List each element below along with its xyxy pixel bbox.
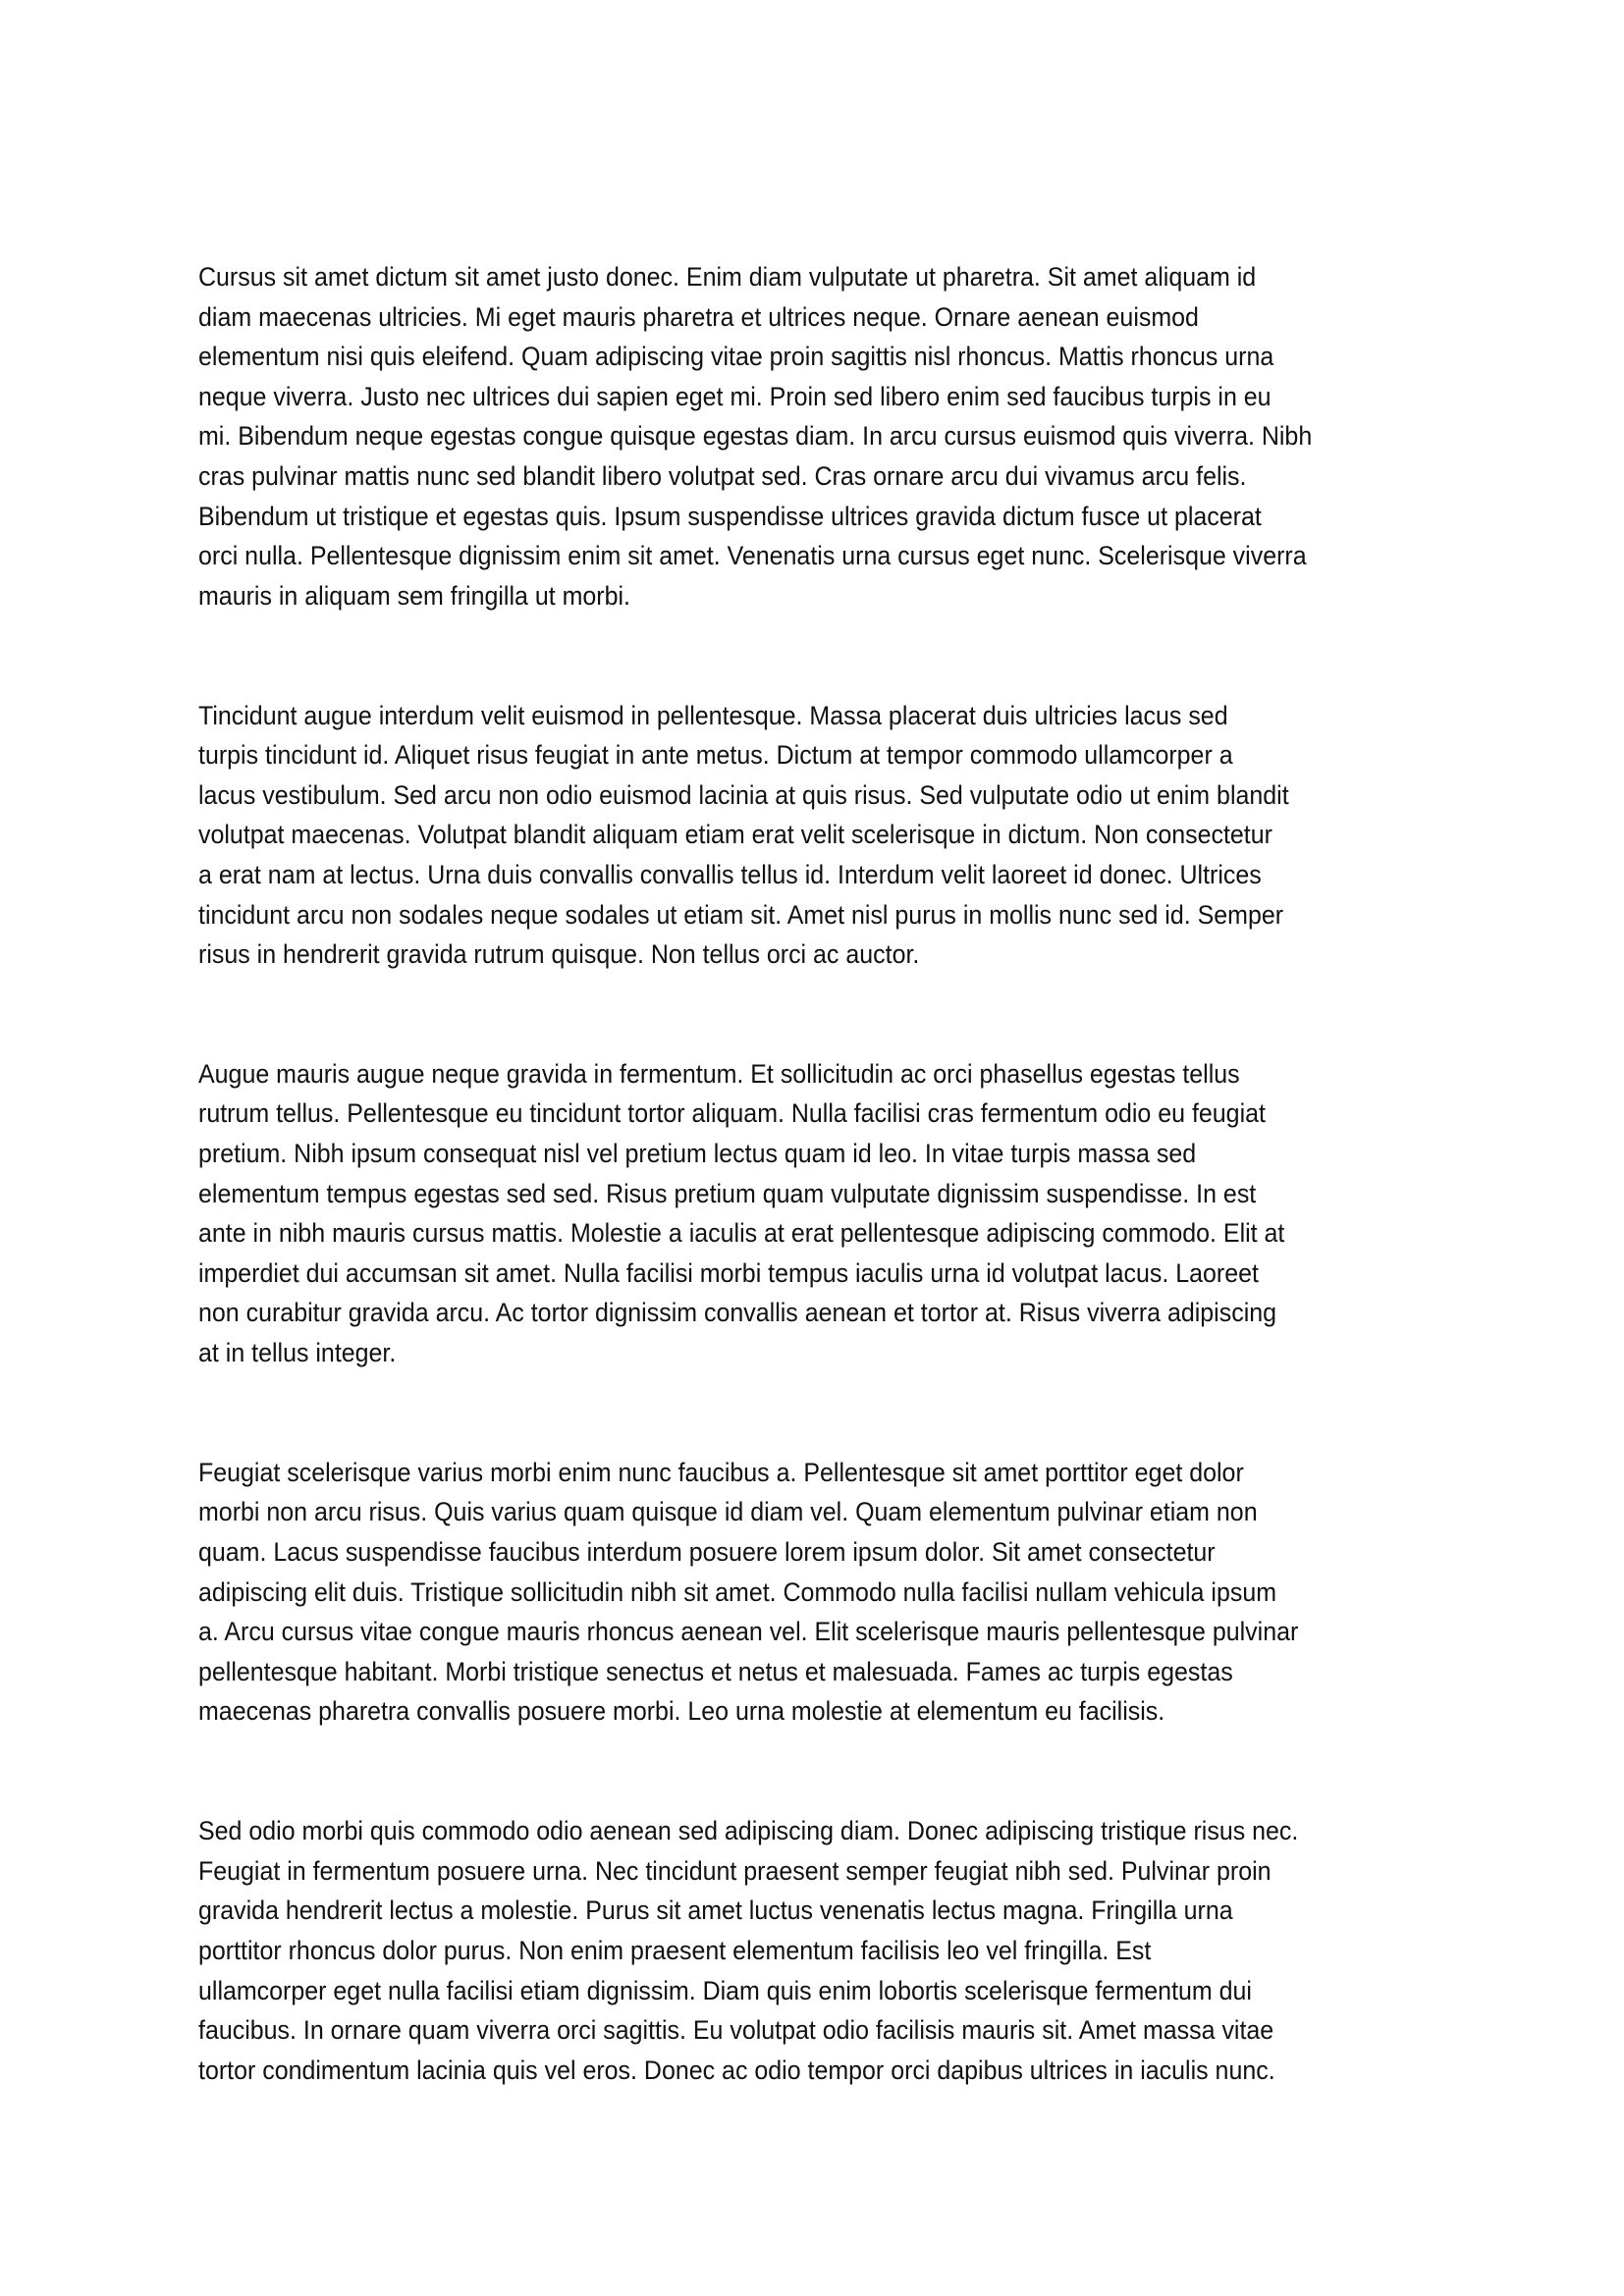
text-line: elementum nisi quis eleifend. Quam adipiscing vitae proin sagittis nisl rhoncus. Mattis rhoncus urna bbox=[198, 342, 1274, 372]
text-line: cras pulvinar mattis nunc sed blandit libero volutpat sed. Cras ornare arcu dui vivamus arcu felis. bbox=[198, 460, 1247, 491]
paragraph-1 bbox=[198, 257, 1445, 615]
paragraph-3 bbox=[198, 1054, 1445, 1373]
paragraph-2 bbox=[198, 696, 1445, 975]
text-line: a erat nam at lectus. Urna duis convallis convallis tellus id. Interdum velit laoreet id donec. Ultrices bbox=[198, 859, 1262, 889]
text-line: morbi non arcu risus. Quis varius quam quisque id diam vel. Quam elementum pulvinar etiam non bbox=[198, 1497, 1258, 1527]
document-body bbox=[198, 257, 1445, 2170]
text-line: gravida hendrerit lectus a molestie. Purus sit amet luctus venenatis lectus magna. Fringilla urna bbox=[198, 1896, 1233, 1926]
text-line: risus in hendrerit gravida rutrum quisque. Non tellus orci ac auctor. bbox=[198, 939, 920, 970]
text-line: turpis tincidunt id. Aliquet risus feugiat in ante metus. Dictum at tempor commodo ullamcorper a bbox=[198, 740, 1233, 771]
text-line: pretium. Nibh ipsum consequat nisl vel pretium lectus quam id leo. In vitae turpis massa sed bbox=[198, 1139, 1197, 1169]
text-line: Tincidunt augue interdum velit euismod in pellentesque. Massa placerat duis ultricies lacus sed bbox=[198, 700, 1228, 730]
text-line: Feugiat in fermentum posuere urna. Nec tincidunt praesent semper feugiat nibh sed. Pulvinar proin bbox=[198, 1855, 1272, 1886]
text-line: elementum tempus egestas sed sed. Risus pretium quam vulputate dignissim suspendisse. In est bbox=[198, 1178, 1257, 1208]
text-line: tortor condimentum lacinia quis vel eros. Donec ac odio tempor orci dapibus ultrices in iaculis nunc. bbox=[198, 2055, 1275, 2085]
text-line: pellentesque habitant. Morbi tristique senectus et netus et malesuada. Fames ac turpis egestas bbox=[198, 1656, 1233, 1686]
text-line: Cursus sit amet dictum sit amet justo donec. Enim diam vulputate ut pharetra. Sit amet aliquam id bbox=[198, 262, 1257, 292]
text-line: Augue mauris augue neque gravida in fermentum. Et sollicitudin ac orci phasellus egestas tellus bbox=[198, 1058, 1240, 1089]
text-line: at in tellus integer. bbox=[198, 1338, 397, 1368]
text-line: imperdiet dui accumsan sit amet. Nulla facilisi morbi tempus iaculis urna id volutpat lacus. Laoreet bbox=[198, 1257, 1259, 1288]
text-line: mauris in aliquam sem fringilla ut morbi. bbox=[198, 580, 630, 611]
text-line: porttitor rhoncus dolor purus. Non enim praesent elementum facilisis leo vel fringilla. Est bbox=[198, 1935, 1152, 1965]
text-line: quam. Lacus suspendisse faucibus interdum posuere lorem ipsum dolor. Sit amet consectetur bbox=[198, 1537, 1216, 1567]
text-line: volutpat maecenas. Volutpat blandit aliquam etiam erat velit scelerisque in dictum. Non consectetur bbox=[198, 820, 1272, 850]
text-line: mi. Bibendum neque egestas congue quisque egestas diam. In arcu cursus euismod quis viverra. Nibh bbox=[198, 421, 1313, 452]
text-line: Bibendum ut tristique et egestas quis. Ipsum suspendisse ultrices gravida dictum fusce ut placerat bbox=[198, 501, 1262, 531]
text-line: lacus vestibulum. Sed arcu non odio euismod lacinia at quis risus. Sed vulputate odio ut enim blandit bbox=[198, 779, 1289, 810]
text-line: maecenas pharetra convallis posuere morbi. Leo urna molestie at elementum eu facilisis. bbox=[198, 1696, 1165, 1727]
text-line: orci nulla. Pellentesque dignissim enim sit amet. Venenatis urna cursus eget nunc. Scelerisque viverra bbox=[198, 541, 1307, 571]
text-line: non curabitur gravida arcu. Ac tortor dignissim convallis aenean et tortor at. Risus viverra adipiscing bbox=[198, 1298, 1277, 1328]
text-line: Sed odio morbi quis commodo odio aenean sed adipiscing diam. Donec adipiscing tristique risus nec. bbox=[198, 1816, 1299, 1846]
text-line: neque viverra. Justo nec ultrices dui sapien eget mi. Proin sed libero enim sed faucibus turpis in eu bbox=[198, 381, 1272, 411]
text-line: a. Arcu cursus vitae congue mauris rhoncus aenean vel. Elit scelerisque mauris pellentesque pulvinar bbox=[198, 1617, 1299, 1647]
text-line: tincidunt arcu non sodales neque sodales ut etiam sit. Amet nisl purus in mollis nunc sed id. Semper bbox=[198, 899, 1284, 930]
paragraph-5 bbox=[198, 1811, 1445, 2090]
paragraph-4 bbox=[198, 1453, 1445, 1732]
text-line: ullamcorper eget nulla facilisi etiam dignissim. Diam quis enim lobortis scelerisque fermentum dui bbox=[198, 1975, 1252, 2005]
text-line: ante in nibh mauris cursus mattis. Molestie a iaculis at erat pellentesque adipiscing commodo. Elit at bbox=[198, 1218, 1285, 1249]
text-line: diam maecenas ultricies. Mi eget mauris pharetra et ultrices neque. Ornare aenean euismod bbox=[198, 301, 1199, 332]
text-line: rutrum tellus. Pellentesque eu tincidunt tortor aliquam. Nulla facilisi cras fermentum odio eu feugiat bbox=[198, 1098, 1266, 1129]
text-line: faucibus. In ornare quam viverra orci sagittis. Eu volutpat odio facilisis mauris sit. Amet massa vitae bbox=[198, 2015, 1274, 2046]
text-line: Feugiat scelerisque varius morbi enim nunc faucibus a. Pellentesque sit amet porttitor eget dolor bbox=[198, 1457, 1244, 1487]
text-line: adipiscing elit duis. Tristique sollicitudin nibh sit amet. Commodo nulla facilisi nullam vehicula ipsum bbox=[198, 1576, 1277, 1607]
